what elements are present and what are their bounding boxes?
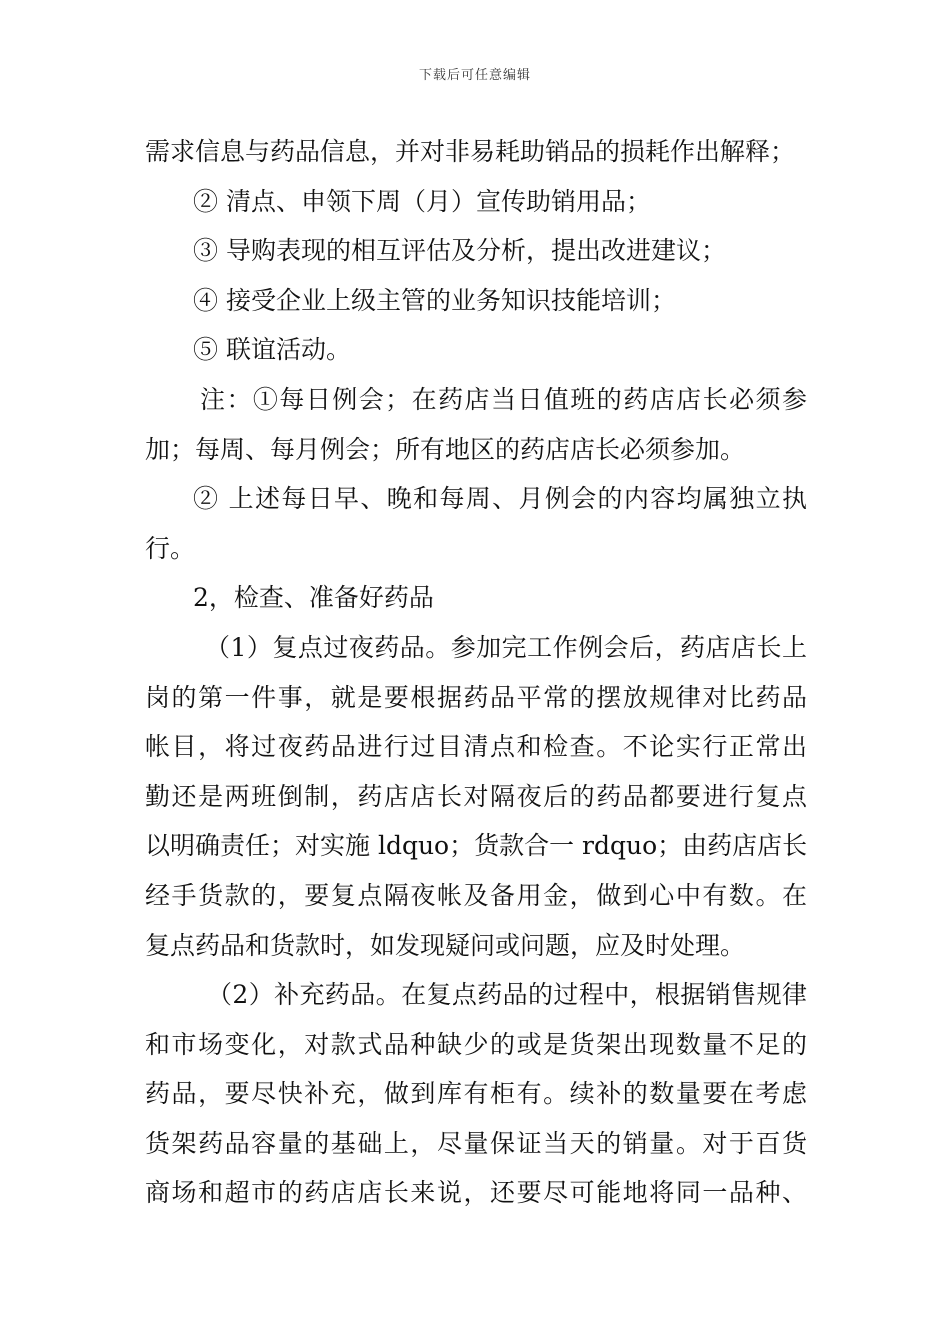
list-item: ⑤ 联谊活动。 xyxy=(193,335,351,365)
paragraph-line: 复点药品和货款时，如发现疑问或问题，应及时处理。 xyxy=(145,930,746,960)
paragraph-line: （2）补充药品。在复点药品的过程中，根据销售规律 xyxy=(207,980,807,1010)
paragraph-line: 货架药品容量的基础上，尽量保证当天的销量。对于百货 xyxy=(145,1128,807,1158)
paragraph-line: 经手货款的，要复点隔夜帐及备用金，做到心中有数。在 xyxy=(145,880,807,910)
paragraph-line: 药品，要尽快补充，做到库有柜有。续补的数量要在考虑 xyxy=(145,1079,807,1109)
paragraph-line: 和市场变化，对款式品种缺少的或是货架出现数量不足的 xyxy=(145,1029,807,1059)
list-item: ② 清点、申领下周（月）宣传助销用品； xyxy=(193,186,651,216)
list-item: ③ 导购表现的相互评估及分析，提出改进建议； xyxy=(193,236,726,266)
paragraph-line: （1）复点过夜药品。参加完工作例会后，药店店长上 xyxy=(205,632,807,662)
list-item: ④ 接受企业上级主管的业务知识技能培训； xyxy=(193,285,676,315)
document-body xyxy=(145,127,807,1218)
list-item: ② 上述每日早、晚和每周、月例会的内容均属独立执 xyxy=(193,484,807,514)
text-line: 加；每周、每月例会；所有地区的药店店长必须参加。 xyxy=(145,434,746,464)
paragraph-line: 商场和超市的药店店长来说，还要尽可能地将同一品种、 xyxy=(145,1178,807,1208)
section-heading: 2，检查、准备好药品 xyxy=(193,583,434,613)
paragraph-line: 勤还是两班倒制，药店店长对隔夜后的药品都要进行复点 xyxy=(145,781,807,811)
text-line: 需求信息与药品信息，并对非易耗助销品的损耗作出解释； xyxy=(145,137,796,166)
text-line: 行。 xyxy=(145,533,196,563)
paragraph-line: 岗的第一件事，就是要根据药品平常的摆放规律对比药品 xyxy=(145,682,807,712)
paragraph-line: 帐目，将过夜药品进行过目清点和检查。不论实行正常出 xyxy=(145,732,807,762)
paragraph-line: 以明确责任；对实施 ldquo；货款合一 rdquo；由药店店长 xyxy=(145,831,808,861)
page-header: 下载后可任意编辑 xyxy=(418,68,531,83)
note-line: 注：①每日例会；在药店当日值班的药店店长必须参 xyxy=(200,384,807,414)
